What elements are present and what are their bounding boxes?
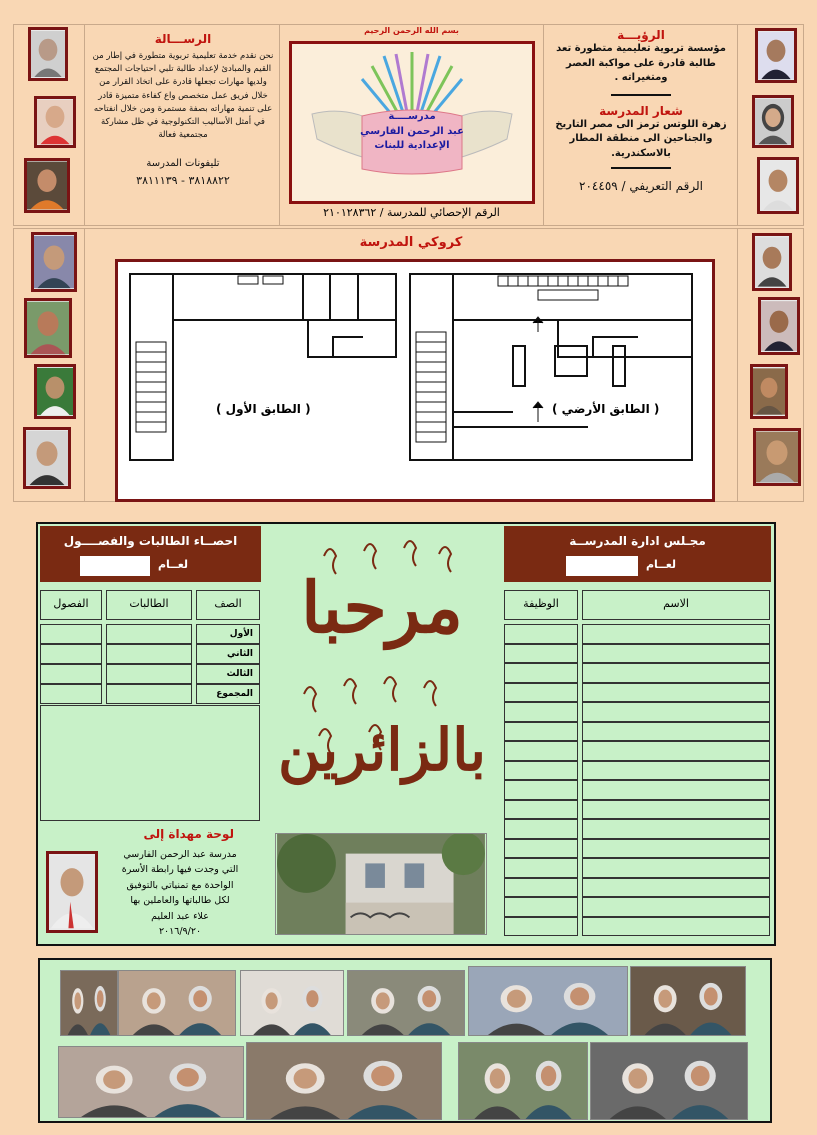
dedication-line-3: الواحدة مع تمنياتي بالتوفيق (126, 879, 234, 891)
council-header (504, 526, 771, 582)
portrait-photo (755, 28, 797, 83)
portrait-photo (757, 157, 799, 214)
col-students: الطالبات (106, 590, 192, 620)
id-number: الرقم التعريفي / ٢٠٤٤٥٩ (579, 179, 703, 193)
event-photo (240, 970, 344, 1036)
school-floor-plan (115, 259, 715, 502)
portrait-photo (31, 232, 77, 292)
council-cell-job (504, 761, 578, 781)
stats-cell-students (106, 624, 192, 644)
council-cell-name (582, 897, 770, 917)
council-cell-job (504, 917, 578, 937)
council-cell-name (582, 683, 770, 703)
council-cell-name (582, 663, 770, 683)
stats-cell-students (106, 664, 192, 684)
portrait-photo (752, 233, 792, 291)
motto-title: شعار المدرسة (599, 103, 683, 118)
stats-title: احصــاء الطالبات والفصــــول (63, 534, 238, 548)
basmala: بسم الله الرحمن الرحيم (364, 26, 459, 35)
mission-title: الرســـالة (154, 32, 212, 46)
portrait-photo (34, 96, 76, 148)
council-cell-job (504, 878, 578, 898)
portrait-photo (23, 427, 71, 489)
logo-line-1: مدرســــة (388, 111, 436, 122)
stats-cell-classes (40, 664, 102, 684)
council-cell-job (504, 702, 578, 722)
council-cell-job (504, 644, 578, 664)
council-cell-job (504, 624, 578, 644)
stats-cell-classes (40, 624, 102, 644)
council-cell-job (504, 780, 578, 800)
map-title: كروكي المدرسة (359, 235, 463, 250)
col-job: الوظيفة (504, 590, 578, 620)
council-cell-name (582, 624, 770, 644)
col-grade: الصف (196, 590, 260, 620)
logo-line-3: الإعدادية للبنات (374, 140, 450, 151)
statistical-number: الرقم الإحصائي للمدرسة / ٢١٠١٢٨٣٦٢ (323, 206, 500, 219)
council-cell-name (582, 761, 770, 781)
notes-box (40, 705, 260, 821)
event-photo (347, 970, 465, 1036)
stats-row-label: الثاني (196, 644, 260, 664)
council-cell-name (582, 878, 770, 898)
stats-header (40, 526, 261, 582)
phones-label: تليفونات المدرسة (146, 158, 220, 170)
council-cell-name (582, 917, 770, 937)
portrait-photo (750, 364, 788, 419)
council-cell-name (582, 722, 770, 742)
welcome-line-1: مرحبا (301, 566, 463, 649)
school-logo-frame (289, 41, 535, 204)
stats-cell-students (106, 684, 192, 704)
floor-plan-drawing (118, 262, 712, 499)
event-photo (630, 966, 746, 1036)
council-cell-name (582, 800, 770, 820)
council-cell-job (504, 722, 578, 742)
council-cell-job (504, 800, 578, 820)
stats-cell-classes (40, 684, 102, 704)
council-cell-name (582, 702, 770, 722)
council-cell-name (582, 819, 770, 839)
welcome-panel (264, 526, 500, 826)
portrait-photo (24, 298, 72, 358)
event-photo (468, 966, 628, 1036)
council-cell-job (504, 897, 578, 917)
stats-cell-classes (40, 644, 102, 664)
council-cell-name (582, 858, 770, 878)
council-cell-name (582, 644, 770, 664)
event-photo (458, 1042, 588, 1120)
dedication-line-1: مدرسة عبد الرحمن الفارسي (123, 849, 237, 860)
event-photo (58, 1046, 244, 1118)
portrait-photo (753, 428, 801, 486)
divider (611, 94, 671, 96)
council-cell-name (582, 741, 770, 761)
stats-cell-students (106, 644, 192, 664)
event-photo (590, 1042, 748, 1120)
dedication-line-6: ٢٠١٦/٩/٢٠ (158, 925, 202, 937)
council-cell-job (504, 819, 578, 839)
portrait-photo (24, 158, 70, 213)
dedication-line-5: علاء عبد العليم (151, 910, 209, 922)
council-title: مجـلس ادارة المدرســة (569, 534, 706, 548)
event-photo (60, 970, 118, 1036)
welcome-line-2: بالزائرين (277, 716, 487, 784)
stats-year-label: لعــام (158, 558, 189, 571)
logo-line-2: عبد الرحمن الفارسي (360, 125, 464, 137)
council-cell-job (504, 858, 578, 878)
dedication-panel (40, 825, 260, 941)
council-cell-job (504, 839, 578, 859)
motto-text: زهرة اللوتس ترمز الى مصر التاريخ والجناحين الى منطقة المطار بالاسكندرية. (555, 118, 727, 159)
divider (611, 167, 671, 169)
stats-row-label: الأول (196, 624, 260, 644)
stats-row-label: المجموع (196, 684, 260, 704)
dedication-line-2: التي وجدت فيها رابطة الأسرة (121, 864, 239, 876)
portrait-photo (28, 27, 68, 81)
col-classes: الفصول (40, 590, 102, 620)
stats-row-label: الثالث (196, 664, 260, 684)
portrait-photo (34, 364, 76, 419)
mission-text: نحن نقدم خدمة تعليمية تربوية متطورة في إطار من القيم والمبادئ لإعداد طالبة تلبي احتياجات المجتمع ولديها مهارات تجعلها قادرة على اتخاذ القرار من خلال فريق عمل متخصص واع كفاءة متميزة قادر على تنمية مهاراته بصفة مستمرة ومن خلال انفتاحه في أمثل الأساليب التكنولوجية في ظل مشاركة مجتمعية فعالة (92, 51, 274, 141)
council-cell-name (582, 839, 770, 859)
dedication-title: لوحة مهداة إلى (143, 827, 234, 841)
phones-value: ٣٨١٨٨٢٢ - ٣٨١١١٣٩ (136, 173, 230, 187)
vision-title: الرؤيـــة (617, 28, 665, 42)
dedication-line-4: لكل طالباتها والعاملين بها (130, 895, 230, 907)
portrait-photo (46, 851, 98, 933)
council-cell-job (504, 663, 578, 683)
floor-label-first: ( الطابق الأول ) (216, 402, 311, 416)
col-name: الاسم (582, 590, 770, 620)
council-cell-job (504, 683, 578, 703)
council-cell-name (582, 780, 770, 800)
event-photo (246, 1042, 442, 1120)
vision-text: مؤسسة تربوية تعليمية متطورة تعد طالبة قادرة على مواكبة العصر ومتغيراته . (556, 43, 726, 83)
portrait-photo (758, 297, 800, 355)
floor-label-ground: ( الطابق الأرضي ) (552, 402, 660, 416)
portrait-photo (752, 95, 794, 148)
event-photo (118, 970, 236, 1036)
council-cell-job (504, 741, 578, 761)
council-year-label: لعــام (646, 558, 677, 571)
school-building-photo (275, 833, 487, 935)
